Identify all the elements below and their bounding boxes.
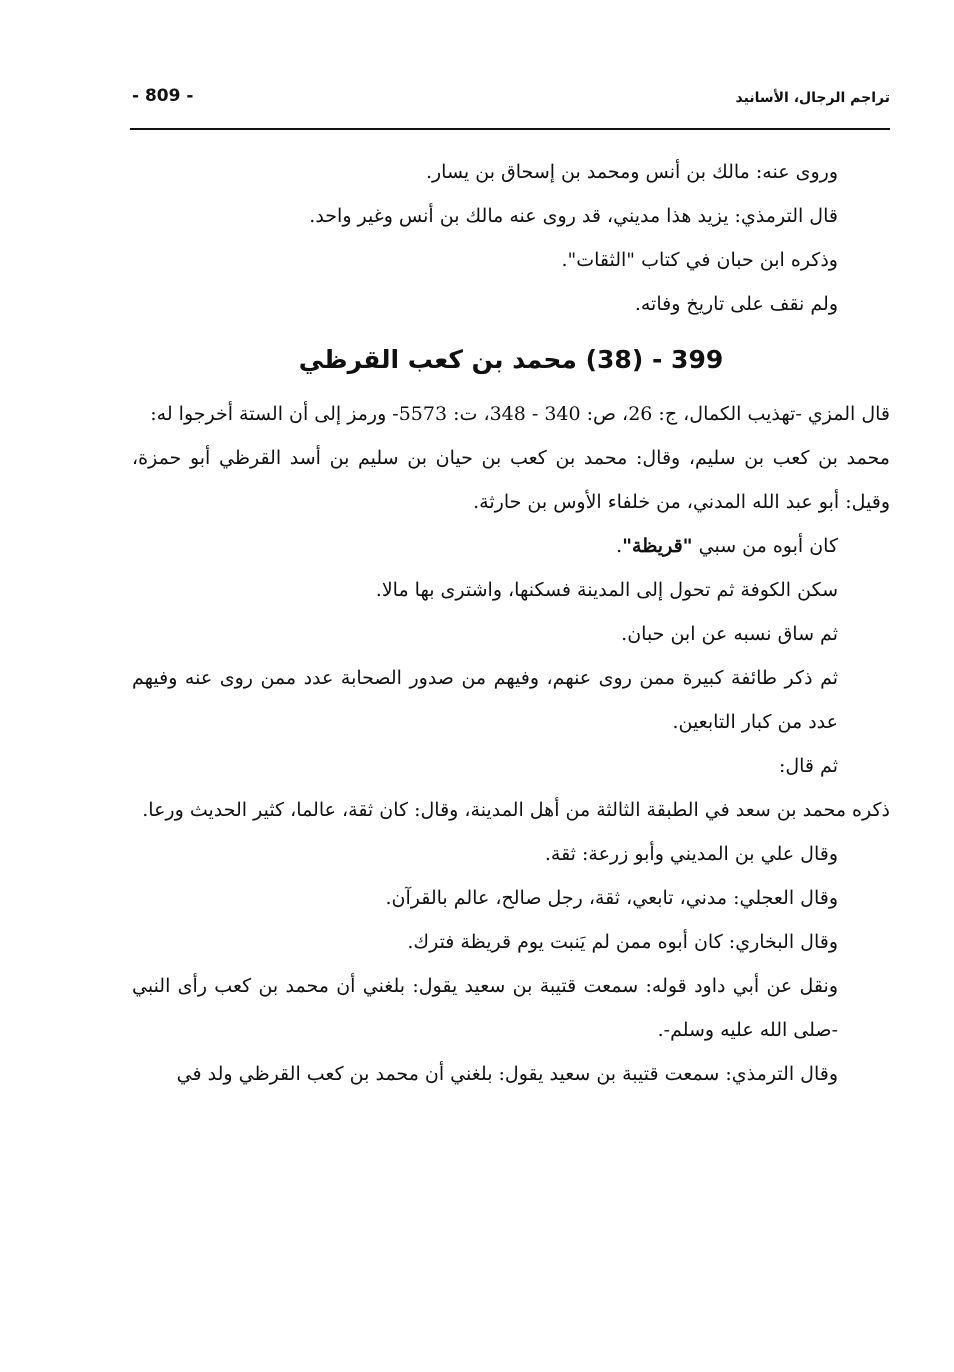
running-header-title: تراجم الرجال، الأسانيد xyxy=(735,90,890,106)
paragraph: قال المزي -تهذيب الكمال، ج: 26، ص: 340 - 348، ت: 5573- ورمز إلى أن الستة أخرجوا له: xyxy=(150,403,890,425)
paragraph: وقال البخاري: كان أبوه ممن لم يَنبت يوم قريظة فترك. xyxy=(407,931,838,953)
paragraph: ذكره محمد بن سعد في الطبقة الثالثة من أهل المدينة، وقال: كان ثقة، عالما، كثير الحديث ورعا. xyxy=(142,799,890,821)
paragraph: ثم ذكر طائفة كبيرة ممن روى عنهم، وفيهم من صدور الصحابة عدد ممن روى عنه وفيهم عدد من كبار التابعين. xyxy=(132,667,838,733)
paragraph: محمد بن كعب بن سليم، وقال: محمد بن كعب بن حيان بن سليم بن أسد القرظي أبو حمزة، وقيل: أبو عبد الله المدني، من خلفاء الأوس بن حارثة. xyxy=(132,447,890,513)
paragraph: وقال الترمذي: سمعت قتيبة بن سعيد يقول: بلغني أن محمد بن كعب القرظي ولد في xyxy=(176,1063,838,1085)
paragraph: قال الترمذي: يزيد هذا مديني، قد روى عنه مالك بن أنس وغير واحد. xyxy=(309,205,838,227)
paragraph: ثم ساق نسبه عن ابن حبان. xyxy=(621,623,838,645)
paragraph: سكن الكوفة ثم تحول إلى المدينة فسكنها، واشترى بها مالا. xyxy=(375,579,838,601)
bold-term: "قريظة" xyxy=(622,535,693,557)
page-number: - 809 - xyxy=(132,86,194,106)
paragraph-text: . xyxy=(616,535,623,557)
paragraph-text: كان أبوه من سبي xyxy=(692,535,838,557)
paragraph: ونقل عن أبي داود قوله: سمعت قتيبة بن سعيد يقول: بلغني أن محمد بن كعب رأى النبي -صلى الله عليه وسلم-. xyxy=(132,975,838,1041)
paragraph xyxy=(132,524,890,568)
document-body xyxy=(132,150,890,1096)
paragraph: وروى عنه: مالك بن أنس ومحمد بن إسحاق بن يسار. xyxy=(425,161,838,183)
section-heading: 399 - (38) محمد بن كعب القرظي xyxy=(298,345,724,374)
paragraph: وقال علي بن المديني وأبو زرعة: ثقة. xyxy=(544,843,838,865)
paragraph: وقال العجلي: مدني، تابعي، ثقة، رجل صالح، عالم بالقرآن. xyxy=(385,887,838,909)
paragraph: ولم نقف على تاريخ وفاته. xyxy=(634,293,838,315)
header-divider xyxy=(130,128,890,130)
paragraph: ثم قال: xyxy=(778,755,838,777)
paragraph: وذكره ابن حبان في كتاب "الثقات". xyxy=(561,249,838,271)
running-header xyxy=(132,86,890,114)
